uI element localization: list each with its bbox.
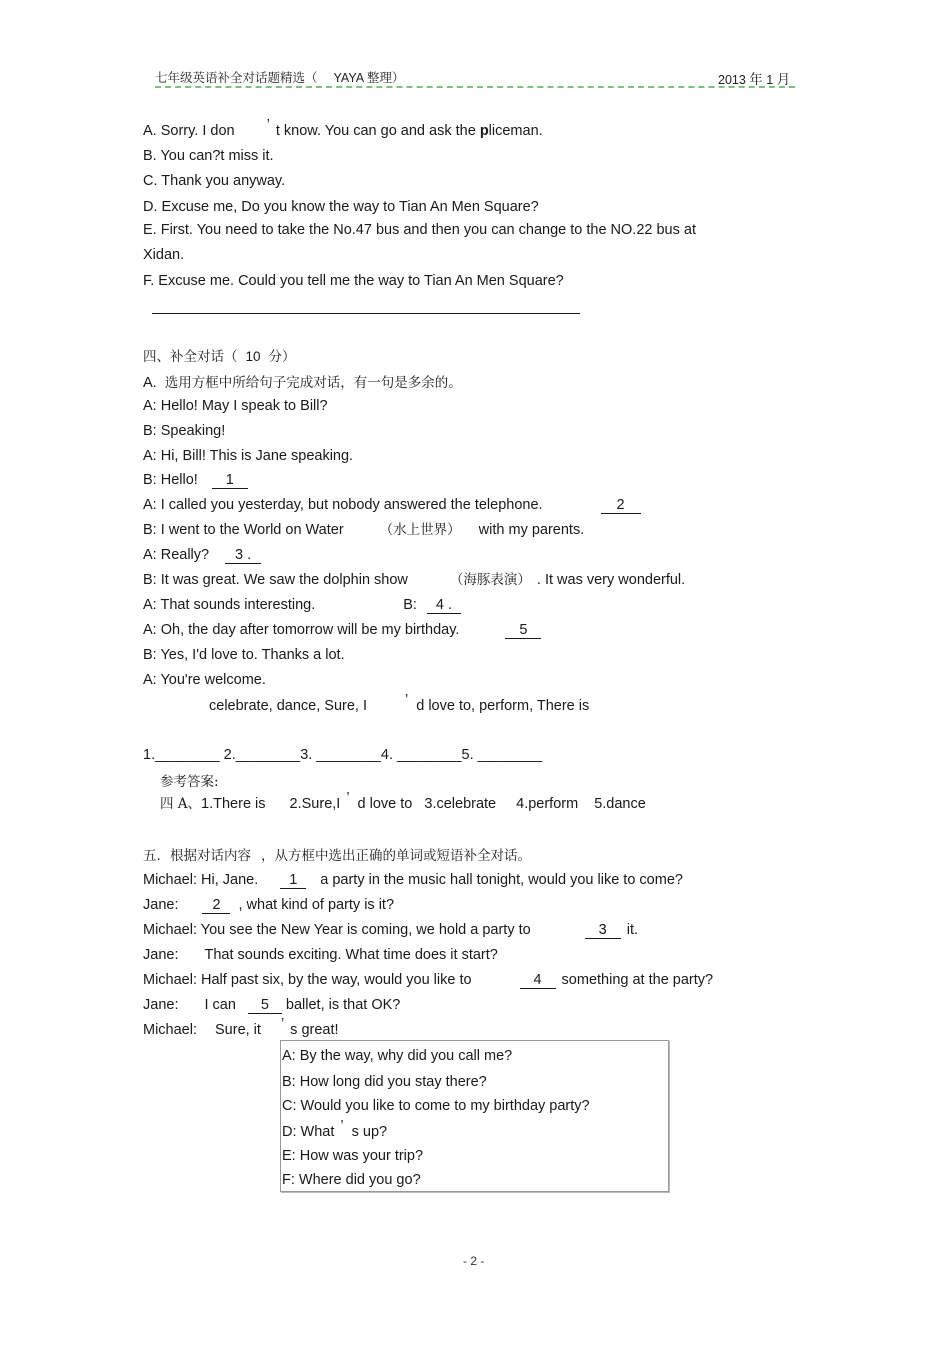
blank-2: 2 — [601, 498, 641, 514]
header-date: 2013 年 1 月 — [718, 72, 791, 88]
header-divider — [155, 86, 795, 88]
option-f-line: F. Excuse me. Could you tell me the way to Tian An Men Square? — [143, 273, 564, 289]
section4-title: 四、补全对话（ 10 分） — [143, 349, 296, 365]
dialog-line: B: Yes, I'd love to. Thanks a lot. — [143, 647, 345, 663]
options-box — [280, 1040, 669, 1192]
blank-3: 3 — [585, 923, 621, 939]
option-e-line: E. First. You need to take the No.47 bus and then you can change to the NO.22 bus at — [143, 222, 696, 238]
dialog-line: B: I went to the World on Water （水上世界） with my parents. — [143, 522, 585, 538]
dialog-line: A: Hi, Bill! This is Jane speaking. — [143, 448, 354, 464]
blank-4: 4 — [520, 973, 556, 989]
dialog-line: A: Oh, the day after tomorrow will be my birthday. 5 — [143, 621, 541, 639]
blank-4: 4 . — [427, 598, 461, 614]
blank-2: 2 — [202, 898, 230, 914]
dialog-line: A: Hello! May I speak to Bill? — [143, 398, 328, 414]
option-e: E: How was your trip? — [282, 1148, 424, 1164]
dialog-line: B: Speaking! — [143, 423, 226, 439]
blank-5: 5 — [505, 623, 541, 639]
section5-title: 五．根据对话内容 ，从方框中选出正确的单词或短语补全对话。 — [143, 848, 531, 864]
reference-answers-title: 参考答案: — [160, 774, 219, 790]
reference-answers: 四 A、1.There is 2.Sure,I ’ d love to 3.celebrate 4.perform 5.dance — [160, 790, 646, 812]
dialog-line: Jane: That sounds exciting. What time does it start? — [143, 947, 498, 963]
dialog-line: A: You're welcome. — [143, 672, 266, 688]
dialog-line: A: Really? 3 . — [143, 546, 261, 564]
answer-blank-line — [152, 313, 580, 314]
option-c-line: C. Thank you anyway. — [143, 173, 286, 189]
option-c: C: Would you like to come to my birthday party? — [282, 1098, 590, 1114]
dialog-line: Michael: Half past six, by the way, would you like to 4 something at the party? — [143, 972, 714, 988]
blank-5: 5 — [248, 998, 282, 1014]
section4-instruction: A. 选用方框中所给句子完成对话，有一句是多余的。 — [143, 375, 462, 391]
dialog-line: Michael: You see the New Year is coming, we hold a party to 3 it. — [143, 922, 638, 938]
option-b: B: How long did you stay there? — [282, 1074, 487, 1090]
option-e-line-2: Xidan. — [143, 247, 185, 263]
dialog-line: Michael: Hi, Jane. 1 a party in the music hall tonight, would you like to come? — [143, 872, 683, 888]
option-d: D: What ’ s up? — [282, 1118, 388, 1140]
dialog-line: Jane: I can 5 ballet, is that OK? — [143, 997, 401, 1013]
dialog-line: A: I called you yesterday, but nobody answered the telephone. 2 — [143, 496, 641, 514]
option-b-line: B. You can?t miss it. — [143, 148, 274, 164]
answer-fill-line: 1.________ 2.________3. ________4. ________5. ________ — [143, 747, 543, 763]
dialog-line: A: That sounds interesting. B: 4 . — [143, 596, 461, 614]
dialog-line: B: Hello! 1 — [143, 471, 248, 489]
option-d-line: D. Excuse me, Do you know the way to Tian An Men Square? — [143, 199, 539, 215]
option-a-line: A. Sorry. I don ’ t know. You can go and ask the pliceman. — [143, 117, 543, 139]
word-options: celebrate, dance, Sure, I ’ d love to, perform, There is — [209, 692, 590, 714]
option-a: A: By the way, why did you call me? — [282, 1048, 513, 1064]
blank-1: 1 — [280, 873, 306, 889]
header-title: 七年级英语补全对话题精选（ YAYA 整理） — [155, 70, 405, 85]
blank-1: 1 — [212, 473, 248, 489]
dialog-line: Michael: Sure, it ’ s great! — [143, 1016, 339, 1038]
blank-3: 3 . — [225, 548, 261, 564]
option-f: F: Where did you go? — [282, 1172, 421, 1188]
dialog-line: B: It was great. We saw the dolphin show （海豚表演） . It was very wonderful. — [143, 572, 686, 588]
dialog-line: Jane: 2 , what kind of party is it? — [143, 897, 395, 913]
page-number: - 2 - — [463, 1254, 485, 1268]
